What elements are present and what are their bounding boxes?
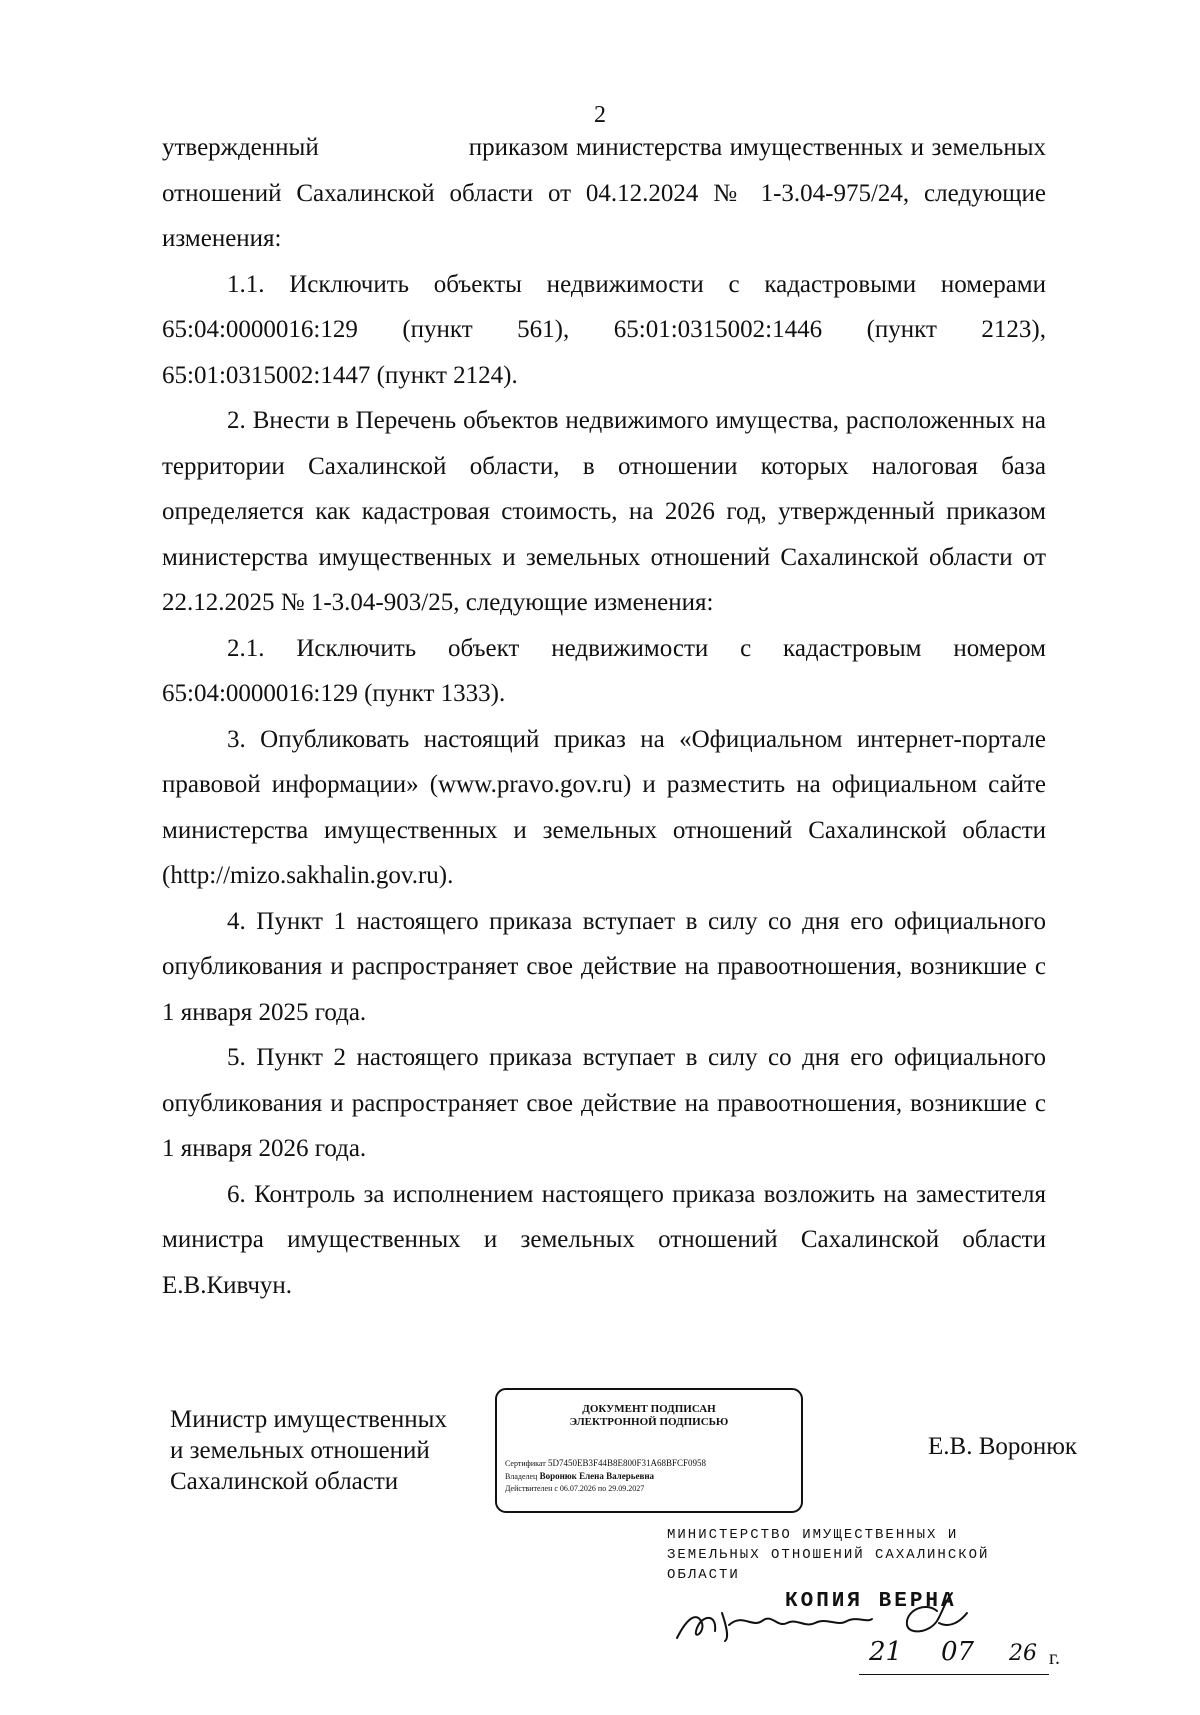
esign-cert-value: 5D7450EB3F44B8E800F31A68BFCF0958: [547, 1458, 707, 1468]
signer-title: [170, 1404, 480, 1497]
copy-date-year: 26: [1009, 1641, 1037, 1666]
esign-certificate: [505, 1457, 706, 1470]
paragraph: 5. Пункт 2 настоящего приказа вступает в силу со дня его официального опубликования и распространяет свое действие на правоотношения, возникшие с 1 января 2026 года.: [162, 1044, 1046, 1162]
esign-validity: Действителен с 06.07.2026 по 29.09.2027: [505, 1484, 645, 1493]
paragraph: 2. Внести в Перечень объектов недвижимого имущества, расположенных на территории Сахалинской области, в отношении которых налоговая база определяется как кадастровая стоимость, на 2026 год, утвержденный приказом министерства имущественных и земельных отношений Сахалинской области от 22.12.2025 № 1-3.04-903/25, следующие изменения:: [162, 407, 1046, 616]
copy-stamp-org: [667, 1525, 1067, 1585]
copy-verified-label: КОПИЯ ВЕРНА: [785, 1590, 957, 1613]
esign-owner-label: Владелец: [505, 1472, 538, 1481]
esign-owner-value: Воронюк Елена Валерьевна: [539, 1471, 654, 1481]
signer-title-line: Министр имущественных: [170, 1406, 447, 1433]
page-number: 2: [594, 102, 606, 128]
copy-date: [859, 1637, 1069, 1682]
document-body: [162, 125, 1053, 1308]
esign-heading-line: ЭЛЕКТРОННОЙ ПОДПИСЬЮ: [569, 1416, 729, 1428]
signer-title-line: Сахалинской области: [170, 1468, 399, 1495]
copy-date-day: 21: [869, 1637, 903, 1667]
copy-date-suffix: г.: [1049, 1647, 1060, 1669]
paragraph: 3. Опубликовать настоящий приказ на «Официальном интернет-портале правовой информации» (www.pravo.gov.ru) и разместить на официальном сайте министерства имущественных и земельных отношений Сахалинской области (http://mizo.sakhalin.gov.ru).: [162, 725, 1046, 889]
copy-stamp-org-line: МИНИСТЕРСТВО ИМУЩЕСТВЕННЫХ И: [667, 1527, 959, 1543]
copy-stamp-org-line: ЗЕМЕЛЬНЫХ ОТНОШЕНИЙ САХАЛИНСКОЙ: [667, 1547, 990, 1563]
paragraph: 2.1. Исключить объект недвижимости с кадастровым номером 65:04:0000016:129 (пункт 1333).: [162, 634, 1046, 707]
paragraph: 6. Контроль за исполнением настоящего приказа возложить на заместителя министра имущественных и земельных отношений Сахалинской области Е.В.Кивчун.: [162, 1180, 1046, 1299]
esign-cert-label: Сертификат: [505, 1459, 546, 1468]
esign-details: [505, 1457, 706, 1495]
electronic-signature-stamp: [495, 1388, 803, 1513]
paragraph: 1.1. Исключить объекты недвижимости с кадастровыми номерами 65:04:0000016:129 (пункт 561), 65:01:0315002:1446 (пункт 2123), 65:01:0315002:1447 (пункт 2124).: [162, 270, 1046, 389]
esign-heading-line: ДОКУМЕНТ ПОДПИСАН: [582, 1403, 716, 1415]
certified-copy-stamp: [667, 1525, 1067, 1669]
date-underline: [859, 1674, 1049, 1675]
paragraph: 4. Пункт 1 настоящего приказа вступает в силу со дня его официального опубликования и распространяет свое действие на правоотношения, возникшие с 1 января 2025 года.: [162, 907, 1046, 1026]
copy-date-month: 07: [941, 1637, 975, 1667]
esign-heading: [497, 1403, 801, 1429]
copy-stamp-org-line: ОБЛАСТИ: [667, 1567, 740, 1583]
signer-title-line: и земельных отношений: [170, 1437, 430, 1464]
signer-name: Е.В. Воронюк: [928, 1433, 1078, 1460]
esign-owner: [505, 1470, 706, 1483]
paragraph: утвержденный приказом министерства имущественных и земельных отношений Сахалинской области от 04.12.2024 № 1-3.04-975/24, следующие изменения:: [162, 134, 1053, 252]
